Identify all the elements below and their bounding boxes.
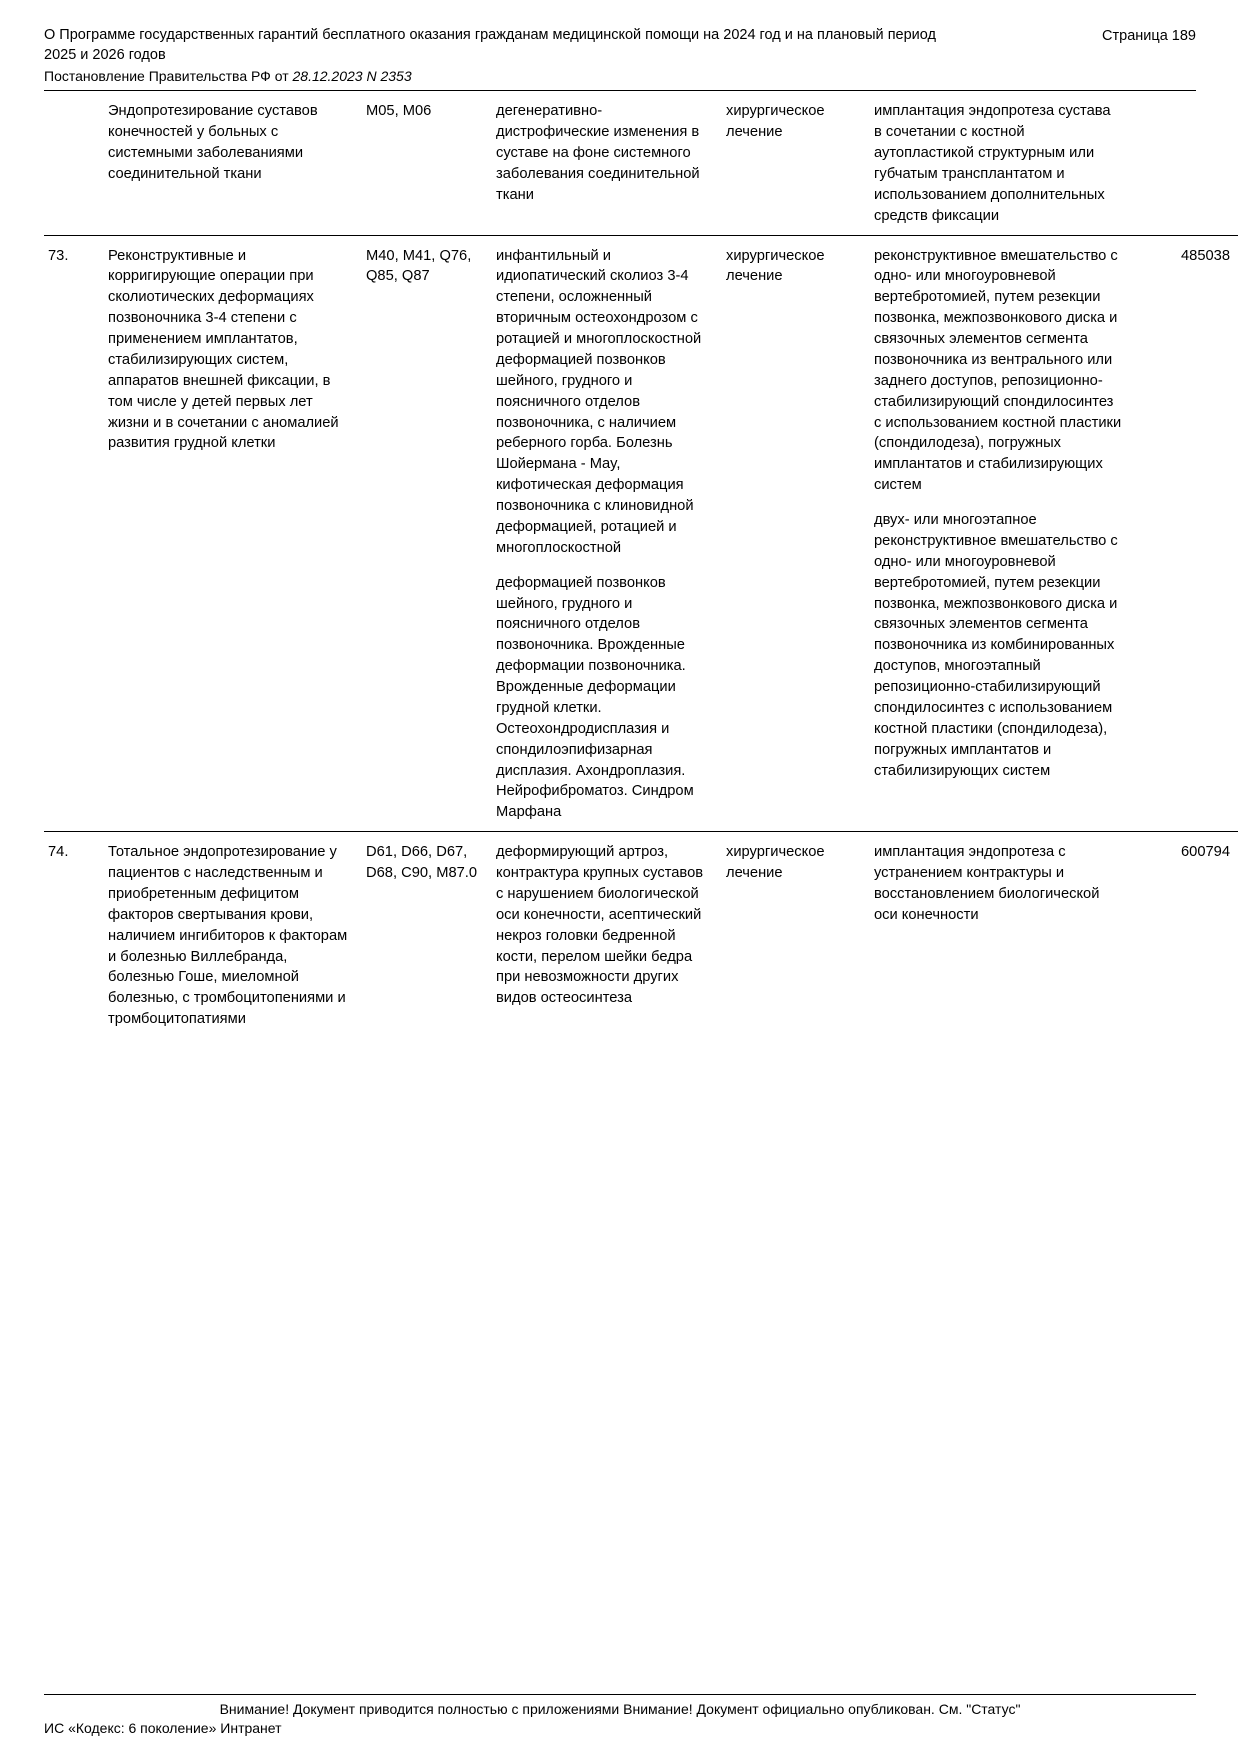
row-method: имплантация эндопротеза с устранением контрактуры и восстановлением биологической оси конечности [870,832,1130,1038]
table-row [44,832,1238,1038]
row-code: M05, M06 [366,103,432,120]
footer-notice: Внимание! Документ приводится полностью с приложениями Внимание! Документ официально опубликован. См. "Статус" [219,1700,1021,1717]
row-model: деформирующий артроз, контрактура крупных суставов с нарушением биологической оси конечности, асептический некроз головки бедренной кости, перелом шейки бедра при невозможности других видов остеосинтеза [492,832,722,1038]
row-cost: 485038 [1130,235,1238,832]
row-model: дегенеративно-дистрофические изменения в суставе на фоне системного заболевания соединительной ткани [496,103,700,203]
row-number: 74. [44,832,104,1038]
page-number: Страница 189 [1102,28,1196,44]
document-title: О Программе государственных гарантий бесплатного оказания гражданам медицинской помощи на 2024 год и на плановый период 2025 и 2026 годов [44,27,936,63]
spacer [496,559,714,573]
row-method: имплантация эндопротеза сустава в сочетании с костной аутопластикой структурным или губчатым трансплантатом и использованием дополнительных средств фиксации [874,103,1111,224]
row-method-part1: реконструктивное вмешательство с одно- или многоуровневой вертебротомией, путем резекции позвонка, межпозвонкового диска и связочных элементов сегмента позвоночника из вентрального или заднего доступов, репозиционно-стабилизирующий спондилосинтез с использованием костной пластики (спондилодеза), погружных имплантатов и стабилизирующих систем [874,247,1122,494]
services-table [44,91,1238,1038]
row-treatment: хирургическое лечение [722,832,870,1038]
row-treatment: хирургическое лечение [726,103,825,141]
row-name: Эндопротезирование суставов конечностей у больных с системными заболеваниями соединительной ткани [108,103,318,182]
document-header [44,26,1196,65]
row-cost [1130,91,1238,235]
row-model [492,235,722,832]
subtitle-prefix: Постановление Правительства РФ от [44,68,293,85]
row-method-part2: двух- или многоэтапное реконструктивное вмешательство с одно- или многоуровневой вертебротомией, путем резекции позвонка, межпозвонкового диска и связочных элементов сегмента позвоночника из комбинированных доступов, многоэтапный репозиционно-стабилизирующий спондилосинтез с использованием костной пластики (спондилодеза), погружных имплантатов и стабилизирующих систем [874,512,1118,779]
table-row [44,91,1238,235]
subtitle-reference: 28.12.2023 N 2353 [292,68,412,85]
spacer [874,496,1122,510]
footer-divider [44,1694,1196,1695]
row-cost: 600794 [1130,832,1238,1038]
footer-system: ИС «Кодекс: 6 поколение» Интранет [44,1719,282,1736]
row-name: Тотальное эндопротезирование у пациентов с наследственным и приобретенным дефицитом факторов свертывания крови, наличием ингибиторов к факторам и болезнью Виллебранда, болезнью Гоше, миеломной болезнью, с тромбоцитопениями и тромбоцитопатиями [104,832,362,1038]
row-number [44,91,104,235]
row-model-part2: деформацией позвонков шейного, грудного и поясничного отделов позвоночника. Врожденные деформации позвоночника. Врожденные деформации грудной клетки. Остеохондродисплазия и спондилоэпифизарная дисплазия. Ахондроплазия. Нейрофиброматоз. Синдром Марфана [496,574,694,821]
row-code: M40, M41, Q76, Q85, Q87 [362,235,492,832]
row-model-part1: инфантильный и идиопатический сколиоз 3-4 степени, осложненный вторичным остеохондрозом с ротацией и многоплоскостной деформацией позвонков шейного, грудного и поясничного отделов позвоночника, с наличием реберного горба. Болезнь Шойермана - May, кифотическая деформация позвоночника с клиновидной деформацией, ротацией и многоплоскостной [496,247,702,556]
document-footer [44,1694,1196,1737]
row-name: Реконструктивные и корригирующие операции при сколиотических деформациях позвоночника 3-4 степени с применением имплантатов, стабилизирующих систем, аппаратов внешней фиксации, в том числе у детей первых лет жизни и в сочетании с аномалией развития грудной клетки [104,235,362,832]
row-treatment: хирургическое лечение [722,235,870,832]
row-method [870,235,1130,832]
row-code: D61, D66, D67, D68, C90, M87.0 [362,832,492,1038]
document-subtitle [44,67,1196,91]
table-row [44,235,1238,832]
row-number: 73. [44,235,104,832]
